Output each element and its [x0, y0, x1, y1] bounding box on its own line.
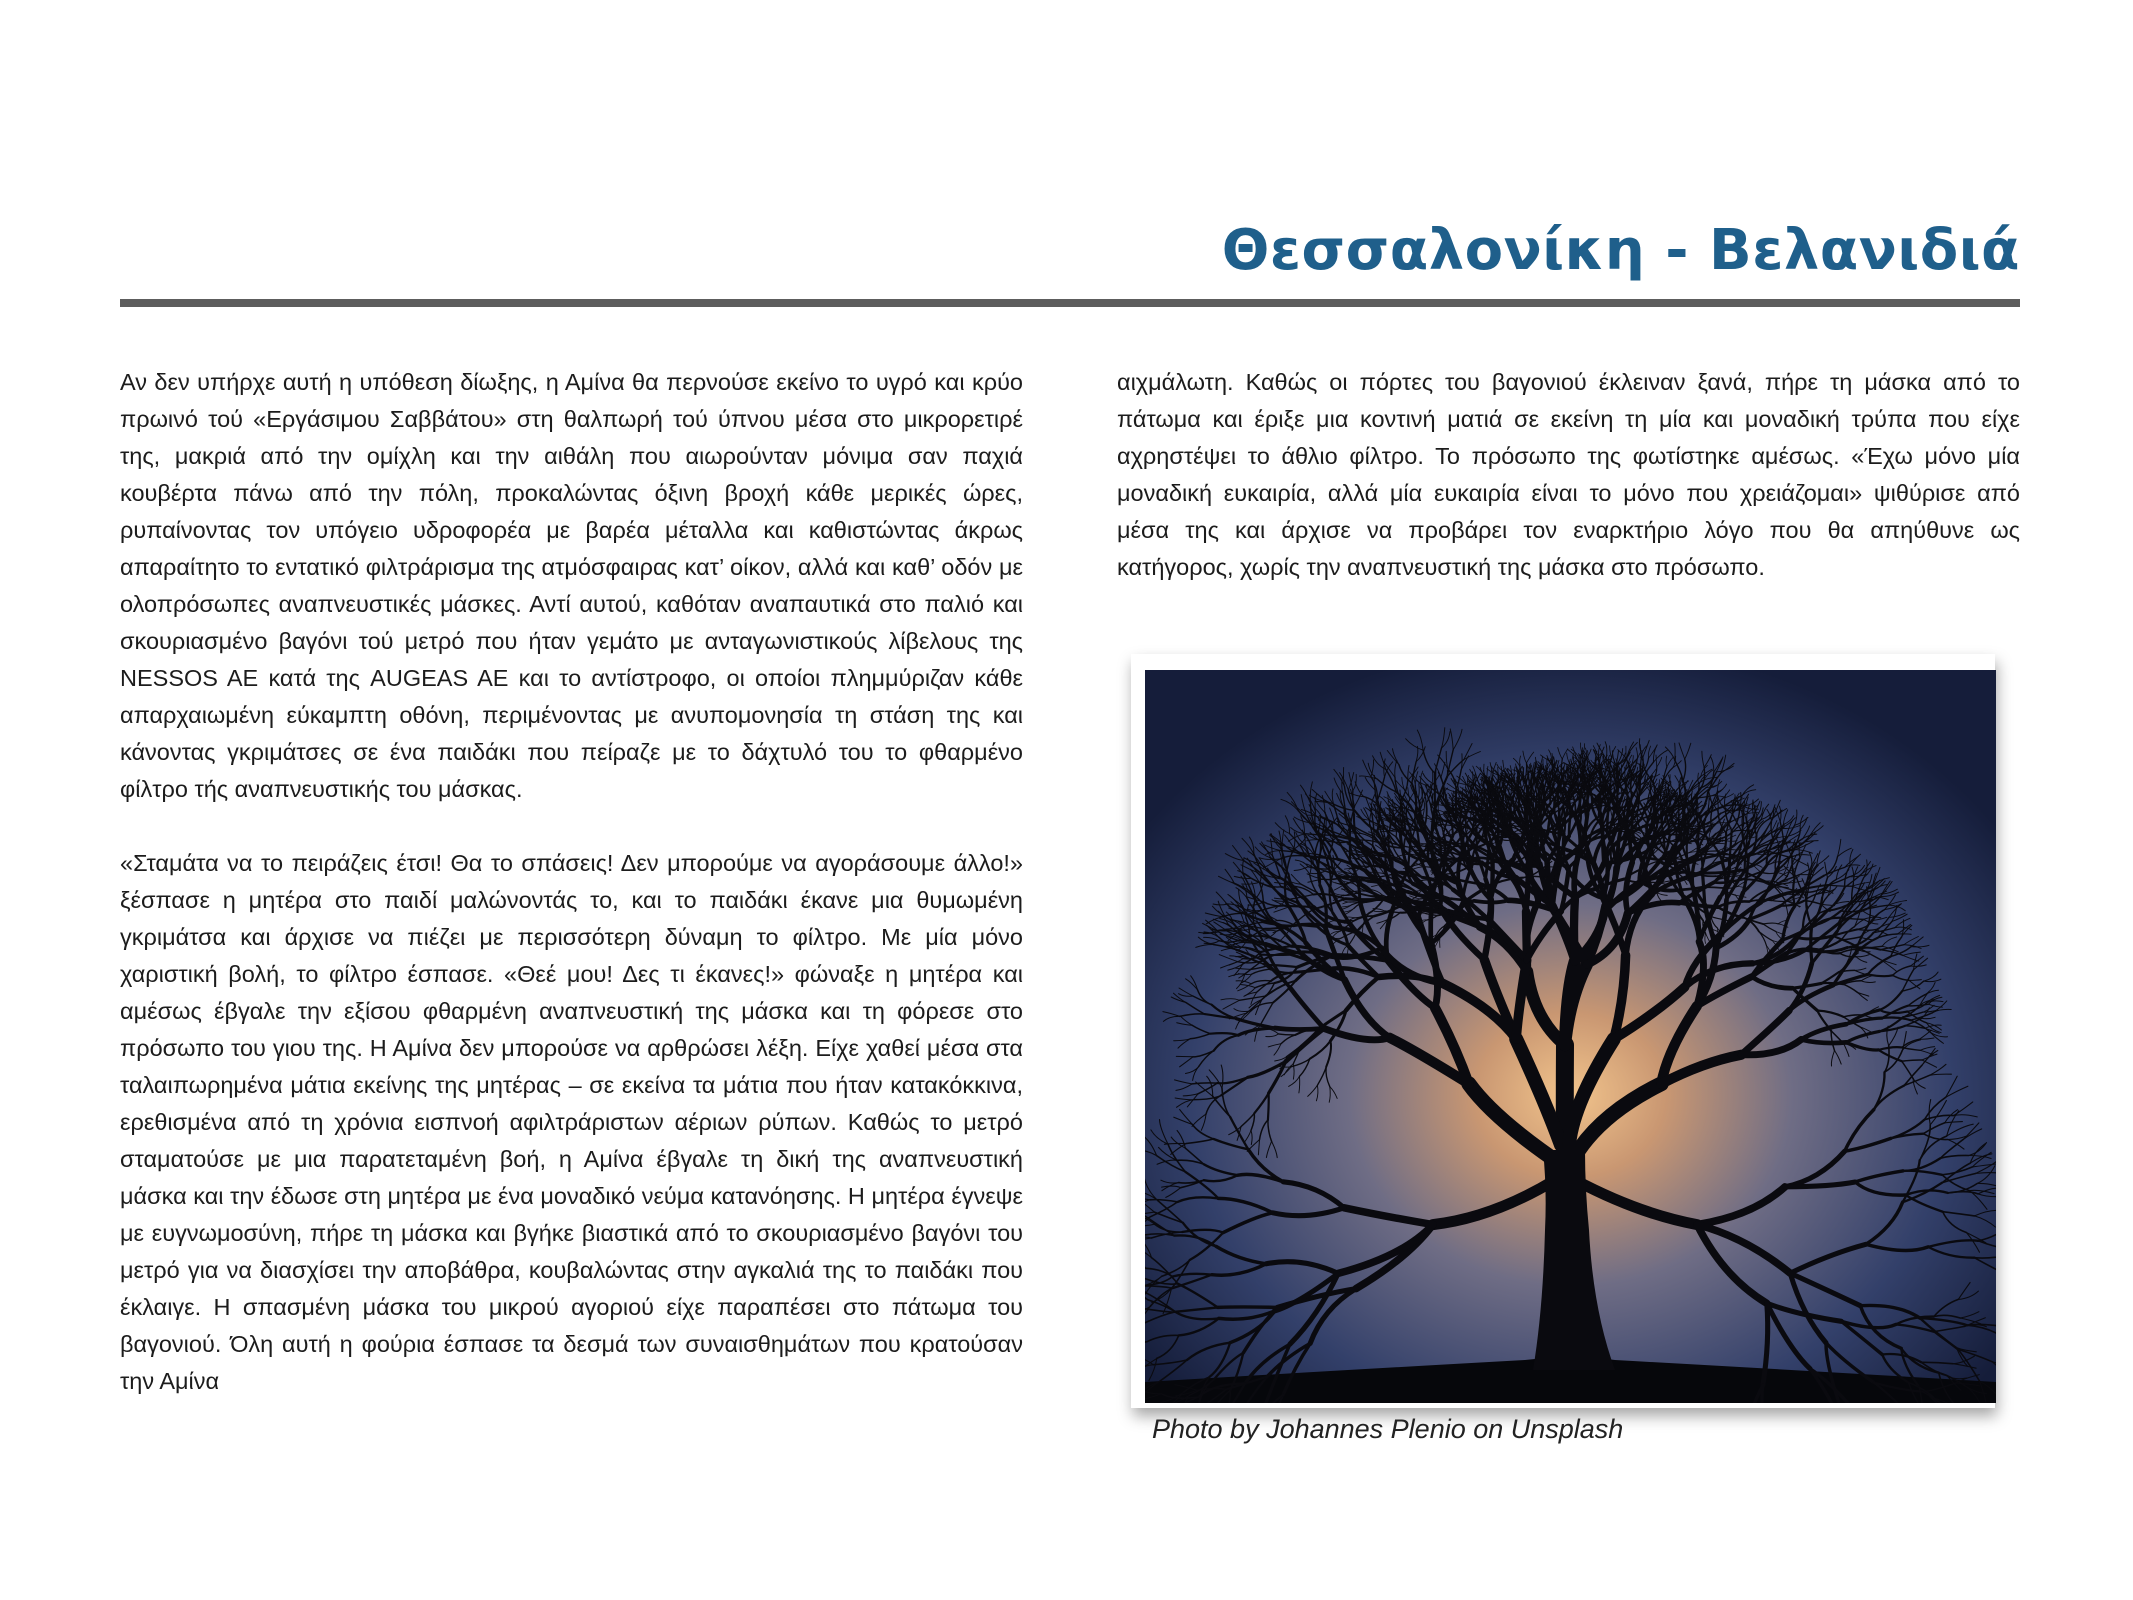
photo-frame: [1131, 654, 1995, 1408]
paragraph: «Σταμάτα να το πειράζεις έτσι! Θα το σπάσεις! Δεν μπορούμε να αγοράσουμε άλλο!» ξέσπασε η μητέρα στο παιδί μαλώνοντάς το, και το παιδάκι έκανε μια θυμωμένη γκριμάτσα και άρχισε να πιέζει με περισσότερη δύναμη το φίλτρο. Με μία μόνο χαριστική βολή, το φίλτρο έσπασε. «Θεέ μου! Δες τι έκανες!» φώναξε η μητέρα και αμέσως έβγαλε την εξίσου φθαρμένη αναπνευστική της μάσκα και τη φόρεσε στο πρόσωπο του γιου της. Η Αμίνα δεν μπορούσε να αρθρώσει λέξη. Είχε χαθεί μέσα στα ταλαιπωρημένα μάτια εκείνης της μητέρας – σε εκείνα τα μάτια που ήταν κατακόκκινα, ερεθισμένα από τη χρόνια εισπνοή αφιλτράριστων αέριων ρύπων. Καθώς το μετρό σταματούσε με μια παρατεταμένη βοή, η Αμίνα έβγαλε τη δική της αναπνευστική μάσκα και την έδωσε στη μητέρα με ένα μοναδικό νεύμα κατανόησης. Η μητέρα έγνεψε με ευγνωμοσύνη, πήρε τη μάσκα και βγήκε βιαστικά από το σκουριασμένο βαγόνι του μετρό για να διασχίσει την αποβάθρα, κουβαλώντας στην αγκαλιά της το παιδάκι που έκλαιγε. Η σπασμένη μάσκα του μικρού αγοριού είχε παραπέσει στο πάτωμα του βαγονιού. Όλη αυτή η φούρια έσπασε τα δεσμά των συναισθημάτων που κρατούσαν την Αμίνα: [120, 850, 1023, 1394]
tree-silhouette-image: [1145, 670, 1996, 1403]
title-divider: [120, 299, 2020, 307]
article-column-right: [1117, 364, 2020, 623]
photo-caption: Photo by Johannes Plenio on Unsplash: [1152, 1414, 1624, 1444]
paragraph: αιχμάλωτη. Καθώς οι πόρτες του βαγονιού έκλειναν ξανά, πήρε τη μάσκα από το πάτωμα και έριξε μια κοντινή ματιά σε εκείνη τη μία και μοναδική τρύπα που είχε αχρηστέψει το άθλιο φίλτρο. Το πρόσωπο της φωτίστηκε αμέσως. «Έχω μόνο μία μοναδική ευκαιρία, αλλά μία ευκαιρία είναι το μόνο που χρειάζομαι» ψιθύρισε από μέσα της και άρχισε να προβάρει τον εναρκτήριο λόγο που θα απηύθυνε ως κατήγορος, χωρίς την αναπνευστική της μάσκα στο πρόσωπο.: [1117, 369, 2020, 580]
tree-photo: [1145, 670, 1996, 1403]
article-column-left: [120, 364, 1023, 1437]
paragraph: Αν δεν υπήρχε αυτή η υπόθεση δίωξης, η Αμίνα θα περνούσε εκείνο το υγρό και κρύο πρωινό τού «Εργάσιμου Σαββάτου» στη θαλπωρή τού ύπνου μέσα στο μικρορετιρέ της, μακριά από την ομίχλη και την αιθάλη που αιωρούνταν μόνιμα σαν παχιά κουβέρτα πάνω από την πόλη, προκαλώντας όξινη βροχή κάθε μερικές ώρες, ρυπαίνοντας τον υπόγειο υδροφορέα με βαρέα μέταλλα και καθιστώντας άκρως απαραίτητο το εντατικό φιλτράρισμα της ατμόσφαιρας κατ’ οίκον, αλλά και καθ’ οδόν με ολοπρόσωπες αναπνευστικές μάσκες. Αντί αυτού, καθόταν αναπαυτικά στο παλιό και σκουριασμένο βαγόνι τού μετρό που ήταν γεμάτο με ανταγωνιστικούς λίβελους της NESSOS AE κατά της AUGEAS AE και το αντίστροφο, οι οποίοι πλημμύριζαν κάθε απαρχαιωμένη εύκαμπτη οθόνη, περιμένοντας με ανυπομονησία τη στάση της και κάνοντας γκριμάτσες σε ένα παιδάκι που πείραζε με το δάχτυλό του το φθαρμένο φίλτρο τής αναπνευστικής του μάσκας.: [120, 369, 1023, 802]
page-title: Θεσσαλονίκη - Βελανιδιά: [1221, 218, 2020, 283]
